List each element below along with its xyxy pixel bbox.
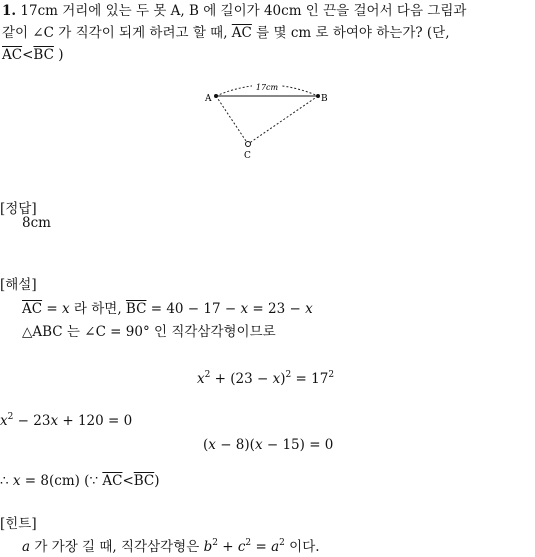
nail-a bbox=[214, 94, 218, 98]
segment-ac: $\overline{AC}$ bbox=[22, 301, 43, 317]
equation-3: (x − 8)(x − 15) = 0 bbox=[203, 437, 334, 453]
hint-header: [힌트] bbox=[0, 516, 37, 532]
distance-label: 17cm bbox=[255, 83, 279, 92]
equation-2: $x^2 - 23x + 120 = 0$ bbox=[0, 411, 133, 429]
label-b: B bbox=[321, 94, 328, 104]
problem-line-3: $\overline{AC}<\overline{BC}$ ) bbox=[2, 47, 64, 63]
problem-line-2: 같이 ∠C 가 직각이 되게 하려고 할 때, $\overline{AC}$ 를 몇 cm 로 하여야 하는가? (단, bbox=[2, 25, 450, 41]
segment-bc: $\overline{BC}$ bbox=[125, 301, 147, 317]
label-c: C bbox=[244, 151, 251, 161]
equation-1: $x^2 + (23 - x)^2 = 17^2$ bbox=[197, 369, 335, 387]
equation-4: ∴ x = 8(cm) (∵ $\overline{AC}<\overline{BC}$) bbox=[0, 473, 160, 489]
explanation-line-1: $\overline{AC} = x$ 라 하면, $\overline{BC} = 40 - 17 - x = 23 - x$ bbox=[22, 301, 313, 317]
segment-bc: $\overline{BC}$ bbox=[133, 473, 155, 489]
point-c bbox=[246, 142, 251, 147]
segment-ac: $\overline{AC}$ bbox=[231, 25, 252, 41]
segment-a-c bbox=[216, 96, 248, 144]
segment-ac: $\overline{AC}$ bbox=[2, 47, 23, 63]
segment-b-c bbox=[248, 96, 318, 144]
explanation-line-2: △ABC 는 ∠C = 90° 인 직각삼각형이므로 bbox=[22, 324, 276, 340]
segment-bc: $\overline{BC}$ bbox=[33, 47, 54, 63]
answer-value: 8cm bbox=[22, 215, 51, 231]
answer-header: [정답] bbox=[0, 201, 37, 217]
segment-ac: $\overline{AC}$ bbox=[102, 473, 123, 489]
problem-text-1: 17cm 거리에 있는 두 못 A, B 에 길이가 40cm 인 끈을 걸어서 다음 그림과 bbox=[20, 3, 467, 19]
triangle-figure bbox=[200, 78, 340, 164]
explanation-header: [해설] bbox=[0, 277, 37, 293]
nail-b bbox=[316, 94, 320, 98]
label-a: A bbox=[205, 94, 212, 104]
problem-line-1 bbox=[2, 2, 466, 20]
problem-number: 1. bbox=[2, 3, 17, 19]
hint-line: a 가 가장 길 때, 직각삼각형은 $b^2 + c^2 = a^2$ 이다. bbox=[22, 537, 320, 555]
